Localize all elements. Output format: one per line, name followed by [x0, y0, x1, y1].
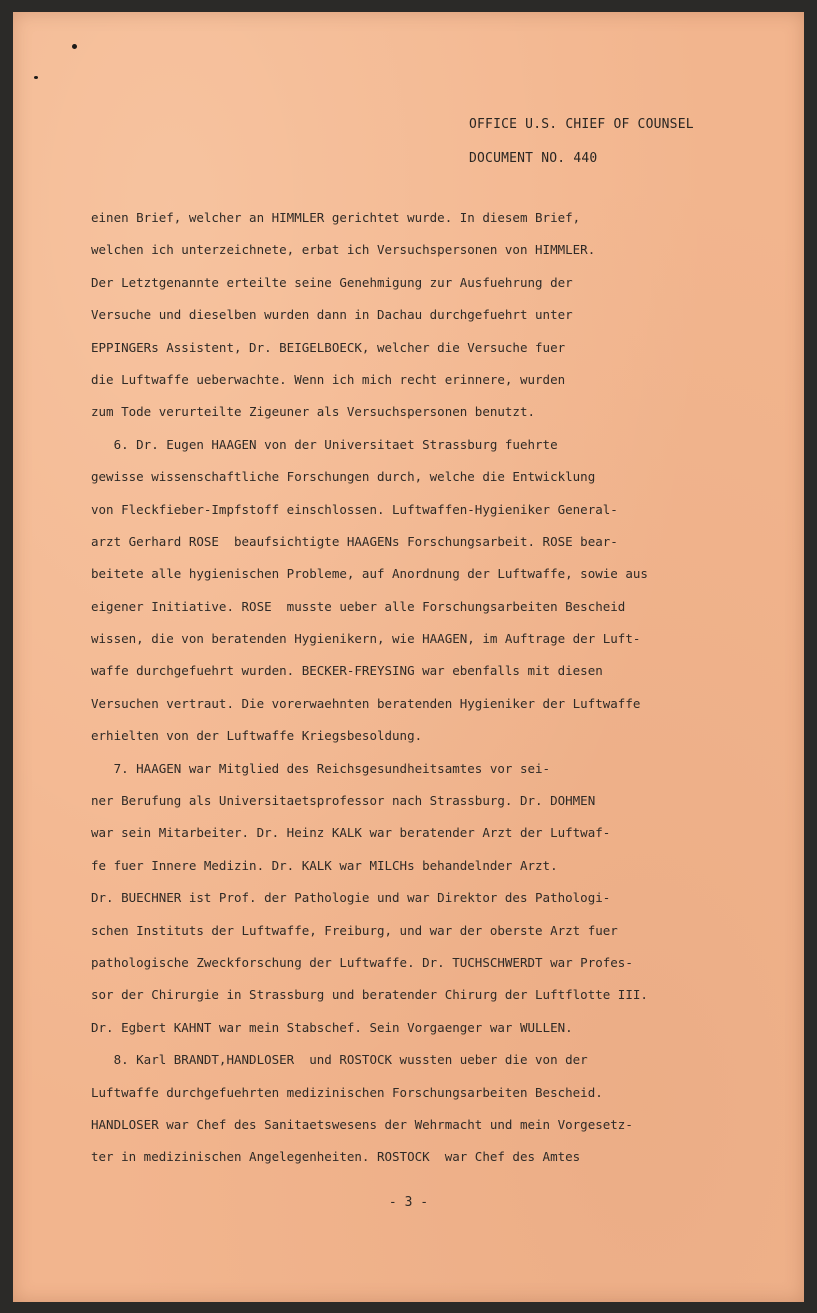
document-body: [91, 202, 721, 1174]
text-line: beitete alle hygienischen Probleme, auf Anordnung der Luftwaffe, sowie aus: [91, 566, 648, 582]
text-line: ter in medizinischen Angelegenheiten. ROSTOCK war Chef des Amtes: [91, 1149, 581, 1165]
document-page: [13, 12, 804, 1302]
text-line: zum Tode verurteilte Zigeuner als Versuchspersonen benutzt.: [91, 404, 536, 420]
document-header: [469, 108, 789, 176]
text-line: einen Brief, welcher an HIMMLER gerichtet wurde. In diesem Brief,: [91, 210, 581, 225]
text-line: 8. Karl BRANDT,HANDLOSER und ROSTOCK wussten ueber die von der: [91, 1052, 588, 1068]
ink-speck: [72, 44, 77, 49]
text-line: schen Instituts der Luftwaffe, Freiburg, und war der oberste Arzt fuer: [91, 922, 618, 938]
text-line: pathologische Zweckforschung der Luftwaffe. Dr. TUCHSCHWERDT war Profes-: [91, 954, 633, 970]
text-line: welchen ich unterzeichnete, erbat ich Versuchspersonen von HIMMLER.: [91, 242, 596, 258]
text-line: die Luftwaffe ueberwachte. Wenn ich mich recht erinnere, wurden: [91, 371, 566, 387]
text-line: von Fleckfieber-Impfstoff einschlossen. Luftwaffen-Hygieniker General-: [91, 501, 618, 517]
page-number: - 3 -: [388, 1195, 429, 1210]
text-line: Luftwaffe durchgefuehrten medizinischen Forschungsarbeiten Bescheid.: [91, 1084, 603, 1100]
text-line: Dr. Egbert KAHNT war mein Stabschef. Sein Vorgaenger war WULLEN.: [91, 1019, 573, 1035]
text-line: wissen, die von beratenden Hygienikern, wie HAAGEN, im Auftrage der Luft-: [91, 631, 641, 647]
document-number: DOCUMENT NO. 440: [469, 151, 598, 166]
text-line: Versuche und dieselben wurden dann in Dachau durchgefuehrt unter: [91, 307, 573, 323]
text-line: erhielten von der Luftwaffe Kriegsbesoldung.: [91, 728, 423, 744]
text-line: 7. HAAGEN war Mitglied des Reichsgesundheitsamtes vor sei-: [91, 760, 551, 776]
text-line: EPPINGERs Assistent, Dr. BEIGELBOECK, welcher die Versuche fuer: [91, 339, 566, 355]
text-line: ner Berufung als Universitaetsprofessor nach Strassburg. Dr. DOHMEN: [91, 793, 596, 809]
text-line: Dr. BUECHNER ist Prof. der Pathologie und war Direktor des Pathologi-: [91, 890, 611, 906]
ink-speck: [34, 76, 38, 79]
text-line: Der Letztgenannte erteilte seine Genehmigung zur Ausfuehrung der: [91, 274, 573, 290]
text-line: sor der Chirurgie in Strassburg und beratender Chirurg der Luftflotte III.: [91, 987, 648, 1003]
text-line: waffe durchgefuehrt wurden. BECKER-FREYSING war ebenfalls mit diesen: [91, 663, 603, 679]
text-line: HANDLOSER war Chef des Sanitaetswesens der Wehrmacht und mein Vorgesetz-: [91, 1116, 633, 1132]
text-line: war sein Mitarbeiter. Dr. Heinz KALK war beratender Arzt der Luftwaf-: [91, 825, 611, 841]
text-line: fe fuer Innere Medizin. Dr. KALK war MILCHs behandelnder Arzt.: [91, 857, 558, 873]
text-line: Versuchen vertraut. Die vorerwaehnten beratenden Hygieniker der Luftwaffe: [91, 695, 641, 711]
text-line: 6. Dr. Eugen HAAGEN von der Universitaet Strassburg fuehrte: [91, 436, 558, 452]
text-line: eigener Initiative. ROSE musste ueber alle Forschungsarbeiten Bescheid: [91, 598, 626, 614]
text-line: gewisse wissenschaftliche Forschungen durch, welche die Entwicklung: [91, 469, 596, 485]
text-line: arzt Gerhard ROSE beaufsichtigte HAAGENs Forschungsarbeit. ROSE bear-: [91, 533, 618, 549]
office-heading: OFFICE U.S. CHIEF OF COUNSEL: [469, 117, 694, 132]
